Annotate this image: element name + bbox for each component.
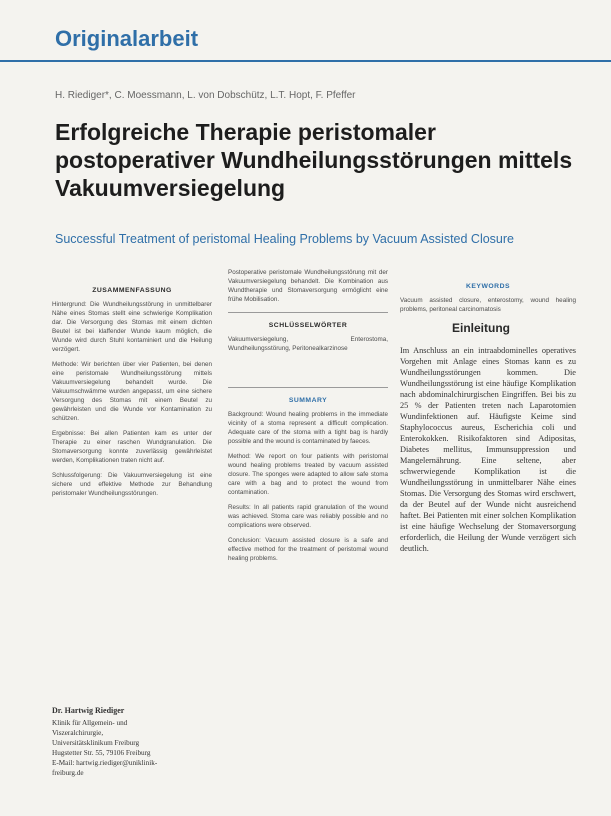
abstract-german-column	[52, 282, 212, 504]
keywords-text: Vacuum assisted closure, enterostomy, wound healing problems, peritoneal carcinomatosis	[400, 297, 576, 313]
contact-line: Viszeralchirurgie,	[52, 729, 104, 737]
contact-line: Universitätsklinikum Freiburg	[52, 739, 140, 747]
keywords-heading: KEYWORDS	[465, 283, 511, 290]
contact-line: Klinik für Allgemein- und	[52, 719, 128, 727]
contact-line: E-Mail: hartwig.riediger@uniklinik-	[52, 759, 158, 767]
contact-line: Hugstetter Str. 55, 79106 Freiburg	[52, 749, 151, 757]
article-title: Erfolgreiche Therapie peristomaler postoperativer Wundheilungsstörungen mittels Vakuumversiegelung	[55, 119, 573, 201]
contact-line: freiburg.de	[52, 769, 84, 777]
authors: H. Riediger*, C. Moessmann, L. von Dobschütz, L.T. Hopt, F. Pfeffer	[55, 90, 356, 101]
correspondence-block	[52, 706, 212, 778]
keywords-summary-column	[228, 268, 388, 569]
header-bar	[0, 24, 611, 62]
summary-paragraph: Conclusion: Vacuum assisted closure is a safe and effective method for the treatment of peristomal wound healing problems.	[228, 537, 388, 562]
zusammenfassung-heading: ZUSAMMENFASSUNG	[92, 287, 172, 294]
abstract-paragraph: Schlussfolgerung: Die Vakuumversiegelung ist eine sichere und effektive Methode zur Behandlung peristomaler Wundheilungsstörungen.	[52, 472, 212, 497]
section-label: Originalarbeit	[55, 26, 199, 51]
keywords-intro-column	[400, 278, 576, 562]
einleitung-text: Im Anschluss an ein intraabdominelles operatives Vorgehen mit Anlage eines Stomas kann es zu Wundheilungsstörungen kommen. Die Wundheilungsstörung ist eine häufige Komplikation nach abdominalchirurgischen Eingriffen. Bei bis zu 25 % der Patienten treten nach Laparotomien Wundinfektionen auf. Häufigste Keime sind Staphylococcus aureus, Escherichia coli und Enterokokken. Risikofaktoren sind Adipositas, Diabetes mellitus, Immunsuppression und Mangelernährung. Eine seltene, aber schwerwiegende Komplikation ist die Wundheilungsstörung in unmittelbarer Nähe eines Stomas. Die Versorgung des Stomas wird erschwert, da der Beutel auf der Wunde nicht ausreichend haftet. Bei Patienten mit einer solchen Komplikation ist eine häufige Wechselung der Stomaversorgung erforderlich, die Heilung der Wunde verzögert sich deutlich.	[400, 346, 576, 553]
einleitung-heading: Einleitung	[452, 321, 510, 335]
abstract-paragraph: Ergebnisse: Bei allen Patienten kam es unter der Therapie zu einer raschen Wundgranulation. Die Stomaversorgung konnte zuverlässig gewährleistet werden, Komplikationen traten nicht auf.	[52, 430, 212, 464]
divider	[228, 312, 388, 313]
article-subtitle: Successful Treatment of peristomal Healing Problems by Vacuum Assisted Closure	[55, 232, 514, 246]
divider	[228, 387, 388, 388]
contact-name: Dr. Hartwig Riediger	[52, 706, 125, 715]
schluesselwoerter-text: Vakuumversiegelung, Enterostoma, Wundheilungsstörung, Peritonealkarzinose	[228, 336, 388, 352]
abstract-paragraph: Hintergrund: Die Wundheilungsstörung in unmittelbarer Nähe eines Stomas stellt eine schwierige Komplikation dar. Die Versorgung des Stomas mit einem dichten Beutel ist bei klaffender Wunde kaum möglich, die Wunde wird durch Stuhl kontaminiert und die Heilung verzögert.	[52, 301, 212, 353]
summary-paragraph: Results: In all patients rapid granulation of the wound was achieved. Stoma care was reliably possible and no complications were observed.	[228, 504, 388, 529]
abstract-paragraph: Methode: Wir berichten über vier Patienten, bei denen eine peristomale Wundheilungsstörung mittels Vakuumversiegelung behandelt wurde. Die Vakuumschwämme wurden angepasst, um eine sichere Versorgung des Stomas mit einem Beutel zu gewährleisten und die Wunde vor Kontamination zu schützen.	[52, 361, 212, 422]
summary-paragraph: Background: Wound healing problems in the immediate vicinity of a stoma represent a difficult complication. Adequate care of the stoma with a tight bag is hardly possible and the wound is contaminated by faeces.	[228, 411, 388, 445]
schluesselwoerter-heading: SCHLÜSSELWÖRTER	[268, 322, 348, 329]
col2-intro-text: Postoperative peristomale Wundheilungsstörung mit der Vakuumversiegelung behandelt. Die Kombination aus Wundtherapie und Stomaversorgung ermöglicht eine frühe Mobilisation.	[228, 269, 388, 303]
summary-heading: SUMMARY	[288, 397, 328, 404]
summary-paragraph: Method: We report on four patients with peristomal wound healing problems treated by vacuum assisted closure. The sponges were adapted to allow safe stoma care with a bag and to protect the wound from contamination.	[228, 453, 388, 496]
